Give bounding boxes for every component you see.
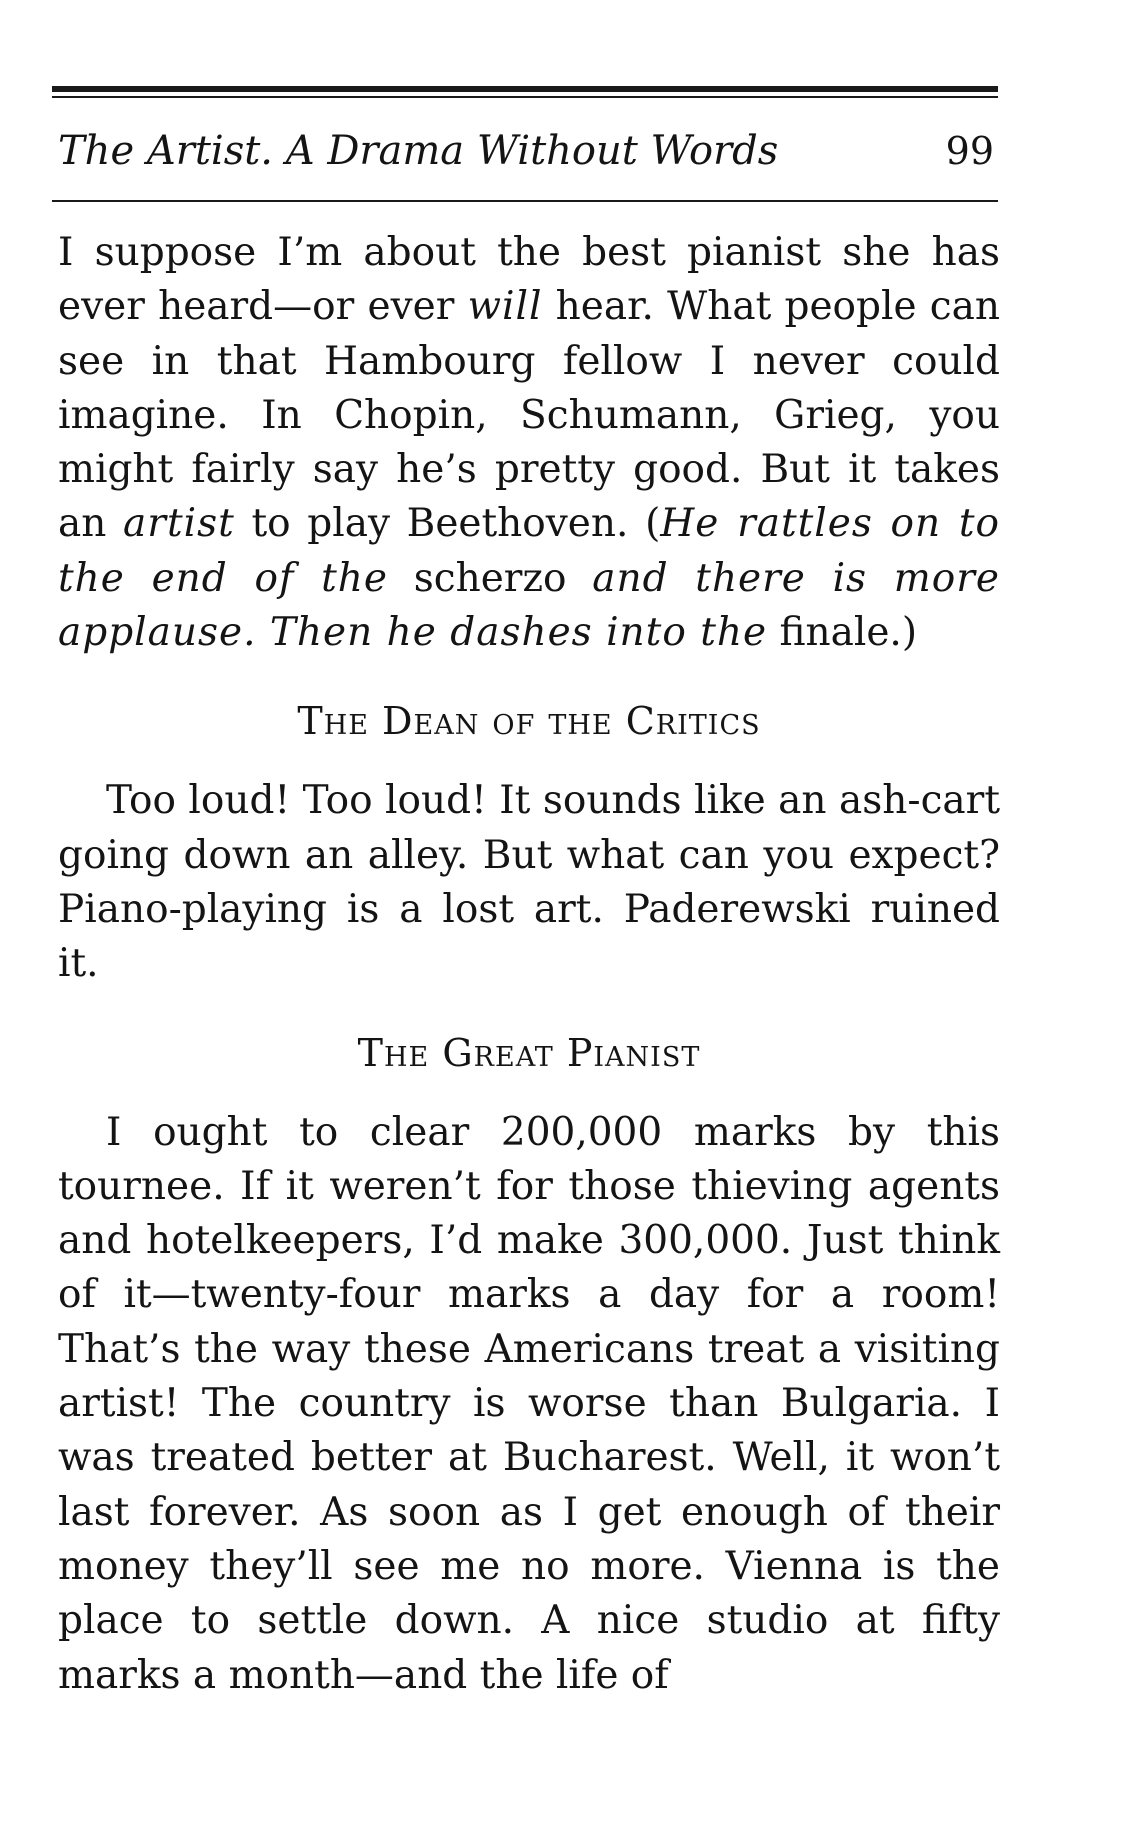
text-run: hear. What people can see in that Hambourg fellow I never could imagine. In Chopin, Schumann, Grieg, you might fairly say he’s pretty good. But it takes an (58, 284, 1000, 547)
text-run: finale.) (767, 610, 918, 656)
text-run: I suppose I’m about the best pianist she has ever heard—or ever (58, 230, 1000, 330)
italic-run: artist (123, 501, 235, 547)
section-heading: The Great Pianist (357, 1030, 701, 1075)
header-rule-thin (52, 96, 998, 98)
section-heading: The Dean of the Critics (297, 699, 761, 744)
paragraph: Too loud! Too loud! It sounds like an ash-cart going down an alley. But what can you expect? Piano-playing is a lost art. Paderewski ruined it. (58, 778, 1000, 987)
running-title: The Artist. A Drama Without Words (58, 128, 779, 174)
paragraph-continuation (58, 226, 1000, 660)
page-number: 99 (945, 129, 994, 173)
italic-run: will (467, 284, 543, 330)
running-header (58, 128, 994, 188)
page-body (58, 226, 1000, 1703)
stage-direction: and there is more applause. Then he dashes into the (58, 555, 1000, 656)
stage-direction: He rattles on to the end of the (58, 501, 1000, 601)
header-rule-thick (52, 86, 998, 92)
text-run: to play Beethoven. ( (234, 501, 661, 547)
header-underline (52, 200, 998, 202)
text-run: scherzo (388, 555, 593, 601)
paragraph: I ought to clear 200,000 marks by this tournee. If it weren’t for those thieving agents and hotelkeepers, I’d make 300,000. Just think of it—twenty-four marks a day for a room! That’s the way these Americans treat a visiting artist! The country is worse than Bulgaria. I was treated better at Bucharest. Well, it won’t last forever. As soon as I get enough of their money they’ll see me no more. Vienna is the place to settle down. A nice studio at fifty marks a month—and the life of (58, 1109, 1000, 1698)
